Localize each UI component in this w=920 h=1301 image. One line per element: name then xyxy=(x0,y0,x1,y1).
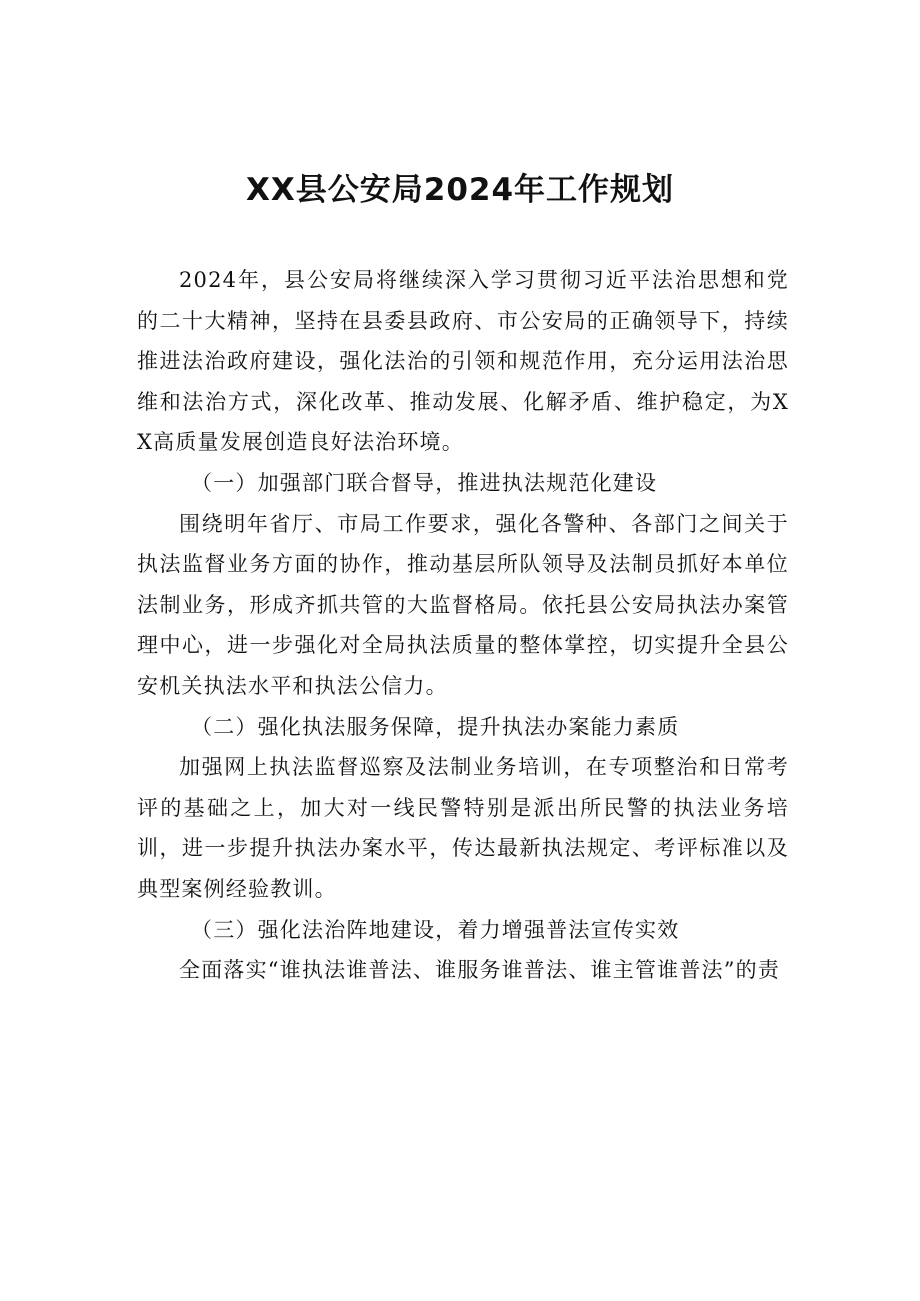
section-paragraph-2: 加强网上执法监督巡察及法制业务培训，在专项整治和日常考评的基础之上，加大对一线民警特别是派出所民警的执法业务培训，进一步提升执法办案水平，传达最新执法规定、考评标准以及典型案例经验教训。 xyxy=(137,755,789,901)
section-paragraph-3: 全面落实“谁执法谁普法、谁服务谁普法、谁主管谁普法”的责 xyxy=(179,958,781,983)
document-title: XX县公安局2024年工作规划 xyxy=(245,172,675,208)
intro-paragraph: 2024年，县公安局将继续深入学习贯彻习近平法治思想和党的二十大精神，坚持在县委县政府、市公安局的正确领导下，持续推进法治政府建设，强化法治的引领和规范作用，充分运用法治思维和法治方式，深化改革、推动发展、化解矛盾、维护稳定，为XX高质量发展创造良好法治环境。 xyxy=(137,268,789,455)
document-body xyxy=(137,260,789,991)
section-heading-3: （三）强化法治阵地建设，着力增强普法宣传实效 xyxy=(191,917,680,942)
section-heading-1: （一）加强部门联合督导，推进执法规范化建设 xyxy=(191,470,658,495)
section-heading-2: （二）强化执法服务保障，提升执法办案能力素质 xyxy=(191,714,680,739)
section-paragraph-1: 围绕明年省厅、市局工作要求，强化各警种、各部门之间关于执法监督业务方面的协作，推动基层所队领导及法制员抓好本单位法制业务，形成齐抓共管的大监督格局。依托县公安局执法办案管理中心，进一步强化对全局执法质量的整体掌控，切实提升全县公安机关执法水平和执法公信力。 xyxy=(137,511,789,698)
